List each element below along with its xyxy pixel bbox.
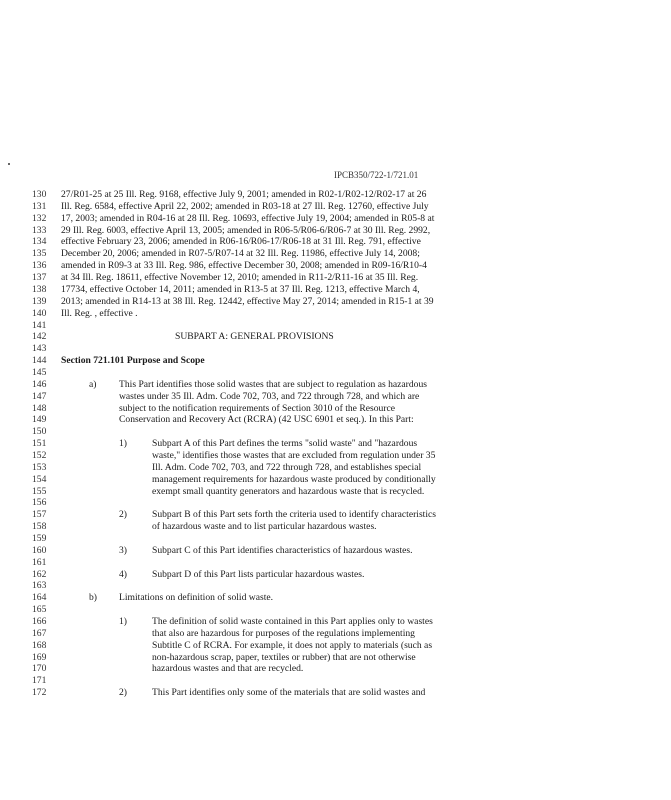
line-text: at 34 Ill. Reg. 18611, effective November 12, 2010; amended in R11-2/R11-16 at 35 Ill. Reg. <box>61 272 419 283</box>
line-text: This Part identifies those solid wastes that are subject to regulation as hazardous <box>119 378 427 390</box>
line-text: 2013; amended in R14-13 at 38 Ill. Reg. 12442, effective May 27, 2014; amended in R15-1 at 39 <box>61 295 434 307</box>
line-number: 152 <box>32 449 47 461</box>
line-text: waste," identifies those wastes that are excluded from regulation under 35 <box>152 449 436 461</box>
line-number: 150 <box>32 426 47 438</box>
line-text: hazardous wastes and that are recycled. <box>152 663 304 675</box>
line-number: 171 <box>32 675 47 687</box>
line-number: 143 <box>32 343 47 355</box>
line-text: This Part identifies only some of the materials that are solid wastes and <box>152 687 426 699</box>
line-text: 29 Ill. Reg. 6003, effective April 13, 2005; amended in R06-5/R06-6/R06-7 at 30 Ill. Reg. 2992, <box>61 224 431 236</box>
line-number: 135 <box>32 248 47 260</box>
line-text: Ill. Reg. , effective . <box>61 307 138 319</box>
line-text: subject to the notification requirements of Section 3010 of the Resource <box>119 402 396 414</box>
line-text: management requirements for hazardous waste produced by conditionally <box>152 473 436 485</box>
line-number: 164 <box>32 592 47 604</box>
line-number: 172 <box>32 687 47 699</box>
line-text: 17734, effective October 14, 2011; amended in R13-5 at 37 Ill. Reg. 1213, effective March 4, <box>61 283 420 295</box>
line-number: 158 <box>32 521 47 533</box>
line-text: effective February 23, 2006; amended in R06-16/R06-17/R06-18 at 31 Ill. Reg. 791, effective <box>61 236 421 248</box>
line-number: 149 <box>32 414 47 426</box>
line-number: 141 <box>32 319 47 331</box>
line-number: 154 <box>32 473 47 485</box>
line-text: Ill. Reg. 6584, effective April 22, 2002; amended in R03-18 at 27 Ill. Reg. 12760, effective July <box>61 200 429 212</box>
line-number: 168 <box>32 639 47 651</box>
document-header: IPCB350/722-1/721.01 <box>334 170 419 180</box>
line-number: 169 <box>32 651 47 663</box>
line-text: of hazardous waste and to list particular hazardous wastes. <box>152 521 377 533</box>
line-number: 142 <box>32 331 47 343</box>
line-number: 147 <box>32 390 47 402</box>
line-number: 148 <box>32 402 47 414</box>
line-text: Ill. Adm. Code 702, 703, and 722 through 728, and establishes special <box>152 461 422 473</box>
line-number: 170 <box>32 663 47 675</box>
subpart-heading: SUBPART A: GENERAL PROVISIONS <box>175 331 334 343</box>
line-text: amended in R09-3 at 33 Ill. Reg. 986, effective December 30, 2008; amended in R09-16/R10-4 <box>61 260 427 272</box>
line-text: Subpart D of this Part lists particular hazardous wastes. <box>152 568 365 580</box>
line-number: 137 <box>32 272 47 283</box>
line-text: 27/R01-25 at 25 Ill. Reg. 9168, effective July 9, 2001; amended in R02-1/R02-12/R02-17 at 26 <box>61 189 427 200</box>
line-text: that also are hazardous for purposes of the regulations implementing <box>152 627 415 639</box>
line-text: non-hazardous scrap, paper, textiles or rubber) that are not otherwise <box>152 651 416 663</box>
line-number: 163 <box>32 580 47 592</box>
line-number: 156 <box>32 497 47 509</box>
line-text: Limitations on definition of solid waste. <box>119 592 274 604</box>
line-number: 166 <box>32 616 47 627</box>
line-number: 159 <box>32 532 47 544</box>
line-text: exempt small quantity generators and hazardous waste that is recycled. <box>152 485 425 497</box>
line-number: 162 <box>32 568 47 580</box>
line-number: 139 <box>32 295 47 307</box>
line-number: 153 <box>32 461 47 473</box>
line-text: Subpart C of this Part identifies characteristics of hazardous wastes. <box>152 544 413 556</box>
subsection-label: 3) <box>119 544 127 556</box>
line-number: 157 <box>32 509 47 521</box>
line-number: 145 <box>32 366 47 378</box>
subsection-label: 4) <box>119 568 127 580</box>
section-heading: Section 721.101 Purpose and Scope <box>61 355 205 366</box>
line-number: 165 <box>32 604 47 616</box>
line-number: 133 <box>32 224 47 236</box>
subsection-label: b) <box>89 592 97 604</box>
line-text: 17, 2003; amended in R04-16 at 28 Ill. Reg. 10693, effective July 19, 2004; amended in R05-8 at <box>61 212 435 224</box>
line-text: Subpart A of this Part defines the terms "solid waste" and "hazardous <box>152 438 418 450</box>
line-number: 131 <box>32 200 47 212</box>
scan-speck <box>8 163 10 165</box>
line-text: December 20, 2006; amended in R07-5/R07-14 at 32 Ill. Reg. 11986, effective July 14, 2008; <box>61 248 420 260</box>
line-number: 136 <box>32 260 47 272</box>
line-number: 160 <box>32 544 47 556</box>
line-number: 144 <box>32 355 47 366</box>
line-number: 146 <box>32 378 47 390</box>
line-number: 155 <box>32 485 47 497</box>
line-number: 140 <box>32 307 47 319</box>
line-number: 167 <box>32 627 47 639</box>
line-number: 132 <box>32 212 47 224</box>
line-text: The definition of solid waste contained in this Part applies only to wastes <box>152 616 433 627</box>
line-text: wastes under 35 Ill. Adm. Code 702, 703, and 722 through 728, and which are <box>119 390 420 402</box>
line-number: 151 <box>32 438 47 450</box>
subsection-label: 1) <box>119 616 127 627</box>
line-text: Subpart B of this Part sets forth the criteria used to identify characteristics <box>152 509 437 521</box>
subsection-label: a) <box>89 378 97 390</box>
subsection-label: 1) <box>119 438 127 450</box>
subsection-label: 2) <box>119 509 127 521</box>
line-number: 161 <box>32 556 47 568</box>
line-text: Subtitle C of RCRA. For example, it does not apply to materials (such as <box>152 639 433 651</box>
subsection-label: 2) <box>119 687 127 699</box>
line-number: 134 <box>32 236 47 248</box>
line-number: 138 <box>32 283 47 295</box>
line-text: Conservation and Recovery Act (RCRA) (42 USC 6901 et seq.). In this Part: <box>119 414 414 426</box>
line-number: 130 <box>32 189 47 200</box>
